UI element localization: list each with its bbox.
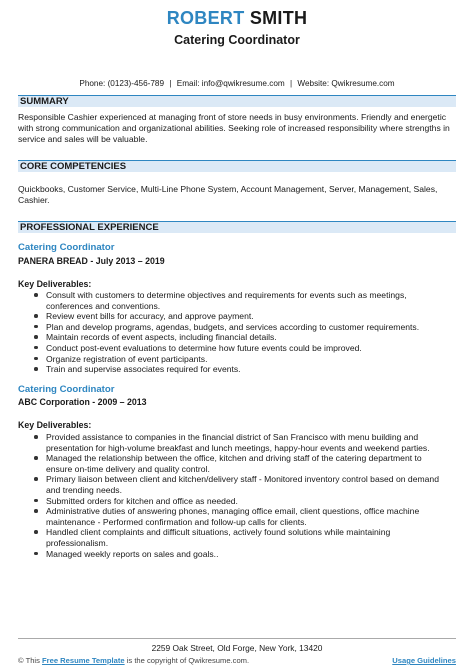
contact-line xyxy=(0,78,474,89)
contact-separator: | xyxy=(289,79,293,88)
competencies-text: Quickbooks, Customer Service, Multi-Line Phone System, Account Management, Server, Management, Sales, Cashier. xyxy=(18,184,438,205)
company-line: PANERA BREAD - July 2013 – 2019 xyxy=(18,256,165,266)
last-name: SMITH xyxy=(249,8,308,28)
credit-suffix: is the copyright of Qwikresume.com. xyxy=(124,656,250,665)
usage-guidelines xyxy=(392,656,456,666)
credit-prefix: © This xyxy=(18,656,43,665)
list-item: Handled client complaints and difficult situations, actively found solutions while maintaining professionalism. xyxy=(46,527,450,548)
first-name: ROBERT xyxy=(166,8,245,28)
list-item: Train and supervise associates required for events. xyxy=(46,364,450,375)
competencies-heading: CORE COMPETENCIES xyxy=(18,160,456,172)
key-deliverables-label: Key Deliverables: xyxy=(18,279,92,289)
list-item: Managed the relationship between the office, kitchen and driving staff of the catering department to ensure on-time delivery and quality control. xyxy=(46,453,450,474)
key-deliverables-label: Key Deliverables: xyxy=(18,420,92,430)
list-item: Managed weekly reports on sales and goals.. xyxy=(46,549,450,560)
list-item: Plan and develop programs, agendas, budgets, and services according to customer requirements. xyxy=(46,322,450,333)
contact-website: Website: Qwikresume.com xyxy=(297,79,395,88)
list-item: Maintain records of event aspects, including financial details. xyxy=(46,332,450,343)
contact-phone: Phone: (0123)-456-789 xyxy=(79,79,165,88)
list-item: Consult with customers to determine objectives and requirements for events such as meetings, conferences and conventions. xyxy=(46,290,450,311)
deliverables-list xyxy=(46,290,450,375)
summary-heading: SUMMARY xyxy=(18,95,456,107)
free-resume-template-link[interactable]: Free Resume Template xyxy=(42,656,125,665)
list-item: Primary liaison between client and kitchen/delivery staff - Monitored inventory control based on demand and trending needs. xyxy=(46,474,450,495)
candidate-name xyxy=(0,7,474,29)
usage-guidelines-link[interactable]: Usage Guidelines xyxy=(392,656,456,665)
footer-address: 2259 Oak Street, Old Forge, New York, 13420 xyxy=(151,643,323,653)
list-item: Conduct post-event evaluations to determine how future events could be improved. xyxy=(46,343,450,354)
contact-separator: | xyxy=(169,79,172,88)
job-title: Catering Coordinator xyxy=(18,242,115,253)
company-line: ABC Corporation - 2009 – 2013 xyxy=(18,397,147,407)
resume-job-title: Catering Coordinator xyxy=(174,33,300,47)
footer-divider xyxy=(18,638,456,639)
job-title: Catering Coordinator xyxy=(18,384,115,395)
list-item: Provided assistance to companies in the financial district of San Francisco with menu building and presentation for high-volume breakfast and lunch meetings, happy-hour events and weekend parties. xyxy=(46,432,450,453)
list-item: Review event bills for accuracy, and approve payment. xyxy=(46,311,450,322)
contact-email: Email: info@qwikresume.com xyxy=(176,79,285,88)
footer-credit xyxy=(18,656,249,666)
list-item: Submitted orders for kitchen and office as needed. xyxy=(46,496,450,507)
deliverables-list xyxy=(46,432,450,559)
list-item: Administrative duties of answering phones, managing office email, client questions, office machine maintenance - Performed confirmation and follow-up calls for clients. xyxy=(46,506,450,527)
summary-text: Responsible Cashier experienced at managing front of store needs in busy environments. Friendly and energetic with strong communication and organizational abilities. Seeking role of increased responsibility where strengths in service and sales will be valuable. xyxy=(18,112,450,144)
list-item: Organize registration of event participants. xyxy=(46,354,450,365)
experience-heading: PROFESSIONAL EXPERIENCE xyxy=(18,221,456,233)
